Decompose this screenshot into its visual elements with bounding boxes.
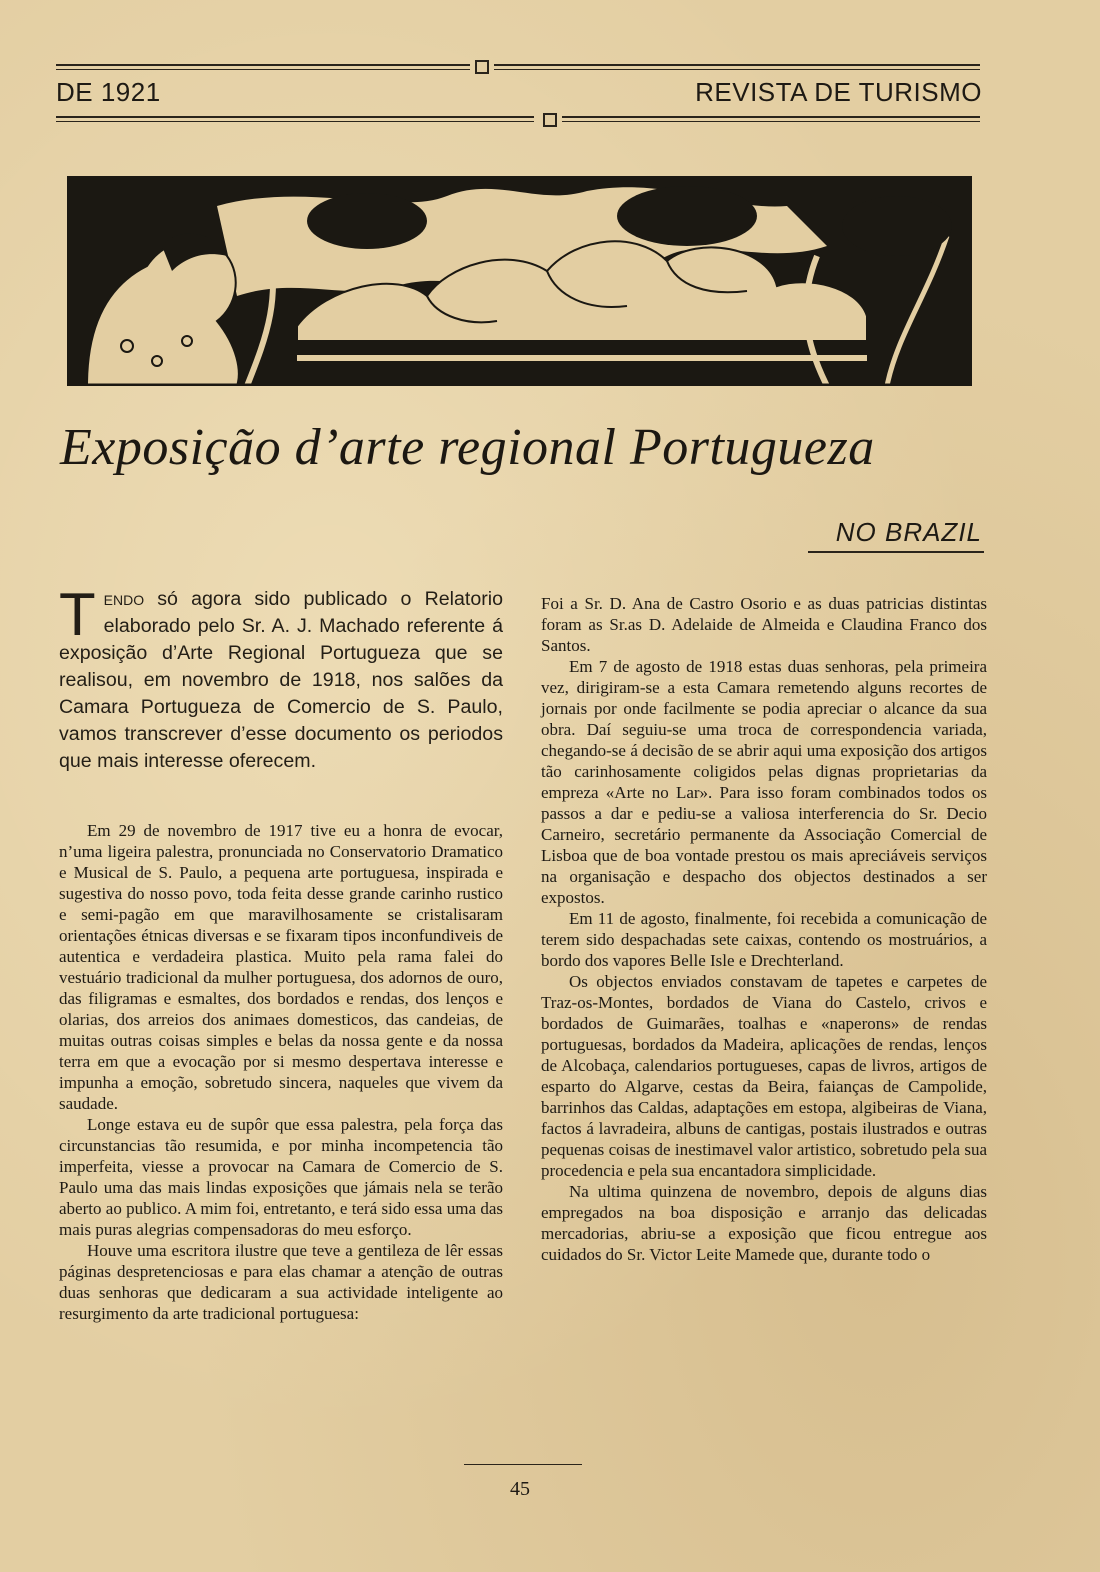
subtitle-rule [808,551,984,553]
right-paragraph: Em 11 de agosto, finalmente, foi recebida a comunicação de terem sido despachadas sete caixas, contendo os mostruários, a bordo dos vapores Belle Isle e Drechterland. [541,909,987,970]
folio-rule [464,1464,582,1465]
header-issue-date: DE 1921 [56,77,161,107]
left-paragraph: Em 29 de novembro de 1917 tive eu a honra de evocar, n’uma ligeira palestra, pronunciada no Conservatorio Dramatico e Musical de S. Paulo, a pequena arte portuguesa, inspirada e sugestiva do nosso povo, toda feita desse grande carinho rustico e semi-pagão em que maravilhosamente se cristalisaram orientações étnicas diversas e se fixaram tipos inconfundiveis de autentica e verdadeira plastica. Muito pela rama falei do vestuário tradicional da mulher portuguesa, dos adornos de ouro, das filigramas e esmaltes, dos bordados e rendas, dos lenços e olarias, dos arreios dos animaes domesticos, das candeias, de muitas outras coisas simples e belas da nossa gente e da nossa terra em que a evocação por si mesmo despertava interesse e impunha a emoção, sobretudo sincera, naqueles que vivem da saudade. [59,821,503,1113]
article-subtitle: NO BRAZIL [835,517,982,547]
header-top-ornament [475,60,489,74]
page-number: 45 [510,1478,530,1500]
right-paragraph: Os objectos enviados constavam de tapetes e carpetes de Traz-os-Montes, bordados de Viana do Castelo, crivos e bordados de Guimarães, toalhas e «naperons» de rendas portuguesas, bordados da Madeira, aplicações de rendas, lenços de Alcobaça, calendarios portugueses, capas de livros, artigos de esparto do Algarve, cestas da Beira, faianças de Campolide, barrinhos das Caldas, adaptações em estopa, algibeiras de Viana, factos á lavradeira, albuns de cantigas, postais ilustrados e outras pequenas coisas de inestimavel valor artistico, sobretudo pela sua procedencia e pela sua encantadora simplicidade. [541,972,987,1180]
article-title: Exposição d’arte regional Portugueza [60,419,875,476]
intro-text: só agora sido publicado o Relatorio elaborado pelo Sr. A. J. Machado referente á exposição d’Arte Regional Portugueza que se realisou, em novembro de 1918, nos salões da Camara Portugueza de Comercio de S. Paulo, vamos transcrever d’esse documento os periodos que mais interesse oferecem. [59,588,503,772]
header-bottom-ornament [543,113,557,127]
right-paragraph: Foi a Sr. D. Ana de Castro Osorio e as duas patricias distintas foram as Sr.as D. Adelaide de Almeida e Claudina Franco dos Santos. [541,594,987,655]
header-bottom-rule-right [562,116,980,118]
header-bottom-rule-left-thin [56,121,534,122]
intro-smallcaps: endo [103,588,145,610]
header-top-rule-left [56,64,470,66]
article-intro [59,581,503,775]
header-top-rule-right [494,64,980,66]
header-bottom-rule-right-thin [562,121,980,122]
right-paragraph: Em 7 de agosto de 1918 estas duas senhoras, pela primeira vez, dirigiram-se a esta Camara remetendo alguns recortes de jornais por onde facilmente se podia apreciar o alcance da sua obra. Daí seguiu-se uma troca de correspondencia variada, chegando-se á decisão de se abrir aqui uma exposição dos artigos tão carinhosamente coligidos pelas dignas proprietarias da empreza «Arte no Lar». Para isso foram combinados todos os passos a dar e pediu-se a valiosa interferencia do Sr. Decio Carneiro, secretário permanente da Associação Comercial de Lisboa que de boa vontade prestou os mais apreciáveis serviços na organisação e despacho dos objectos destinados a ser expostos. [541,657,987,907]
right-paragraph: Na ultima quinzena de novembro, depois de alguns dias empregados na boa disposição e arranjo das delicadas mercadorias, abriu-se a exposição que ficou entregue aos cuidados do Sr. Victor Leite Mamede que, durante todo o [541,1182,987,1264]
left-paragraph: Longe estava eu de supôr que essa palestra, pela força das circunstancias tão resumida, e por minha incompetencia tão imperfeita, viesse a provocar na Camara de Comercio de S. Paulo uma das mais lindas exposições que jámais nela se terão aberto ao publico. A mim foi, entretanto, e terá sido essa uma das mais puras alegrias compensadoras do meu esforço. [59,1115,503,1239]
header-top-rule-right-thin [494,69,980,70]
left-paragraph: Houve uma escritora ilustre que teve a gentileza de lêr essas páginas despretenciosas e para elas chamar a atenção de outras duas senhoras que dedicaram a sua actividade inteligente ao resurgimento da arte tradicional portuguesa: [59,1241,503,1323]
left-column [59,820,503,1324]
right-column [541,593,987,1265]
header-top-rule-left-thin [56,69,470,70]
header-magazine-name: REVISTA DE TURISMO [695,77,982,107]
header-bottom-rule-left [56,116,534,118]
intro-dropcap: T [59,581,96,648]
art-nouveau-landscape-illustration [67,176,972,386]
